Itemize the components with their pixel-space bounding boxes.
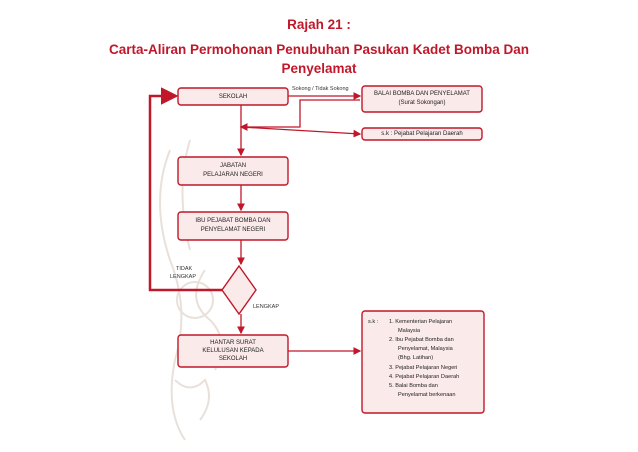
figure-title-line2: Penyelamat [281,61,357,76]
edge-label-lengkap-left: LENGKAP [170,274,196,280]
sk-list-item: Penyelamat berkenaan [398,392,456,398]
label-pejabat-daerah: s.k : Pejabat Pelajaran Daerah [381,131,463,137]
decision-diamond [222,266,256,314]
label-jabatan-line2: PELAJARAN NEGERI [203,172,263,178]
label-ibu-line2: PENYELAMAT NEGERI [200,227,266,233]
label-hantar-line3: SEKOLAH [218,356,248,362]
figure-title-line1: Carta-Aliran Permohonan Penubuhan Pasukan Kadet Bomba Dan [108,42,530,57]
arrow-main-to-daerah [241,127,360,134]
label-ibu-line1: IBU PEJABAT BOMBA DAN [195,218,271,224]
edge-label-lengkap-down: LENGKAP [253,304,279,310]
label-jabatan-line1: JABATAN [219,163,247,169]
label-balai-line2: (Surat Sokongan) [398,100,446,106]
label-sekolah: SEKOLAH [218,94,248,100]
edge-label-sokong: Sokong / Tidak Sokong [292,86,349,92]
label-hantar-line2: KELULUSAN KEPADA [202,348,264,354]
sk-list-lead: s.k : [368,319,379,325]
sk-list-item: 1. Kementerian Pelajaran [389,319,453,325]
sk-list-item: Penyelamat, Malaysia [398,346,453,352]
figure-number: Rajah 21 : [287,17,351,32]
label-hantar-line1: HANTAR SURAT [210,340,256,346]
label-balai-line1: BALAI BOMBA DAN PENYELAMAT [374,91,470,97]
edge-label-tidak: TIDAK [176,266,193,272]
sk-list-item: 5. Balai Bomba dan [389,383,438,389]
sk-list-item: Malaysia [398,328,421,334]
sk-list-item: 2. Ibu Pejabat Bomba dan [389,337,454,343]
sk-list-item: 3. Pejabat Pelajaran Negeri [389,365,458,371]
sk-list-item: 4. Pejabat Pelajaran Daerah [389,374,460,380]
sk-list-item: (Bhg. Latihan) [398,355,434,361]
